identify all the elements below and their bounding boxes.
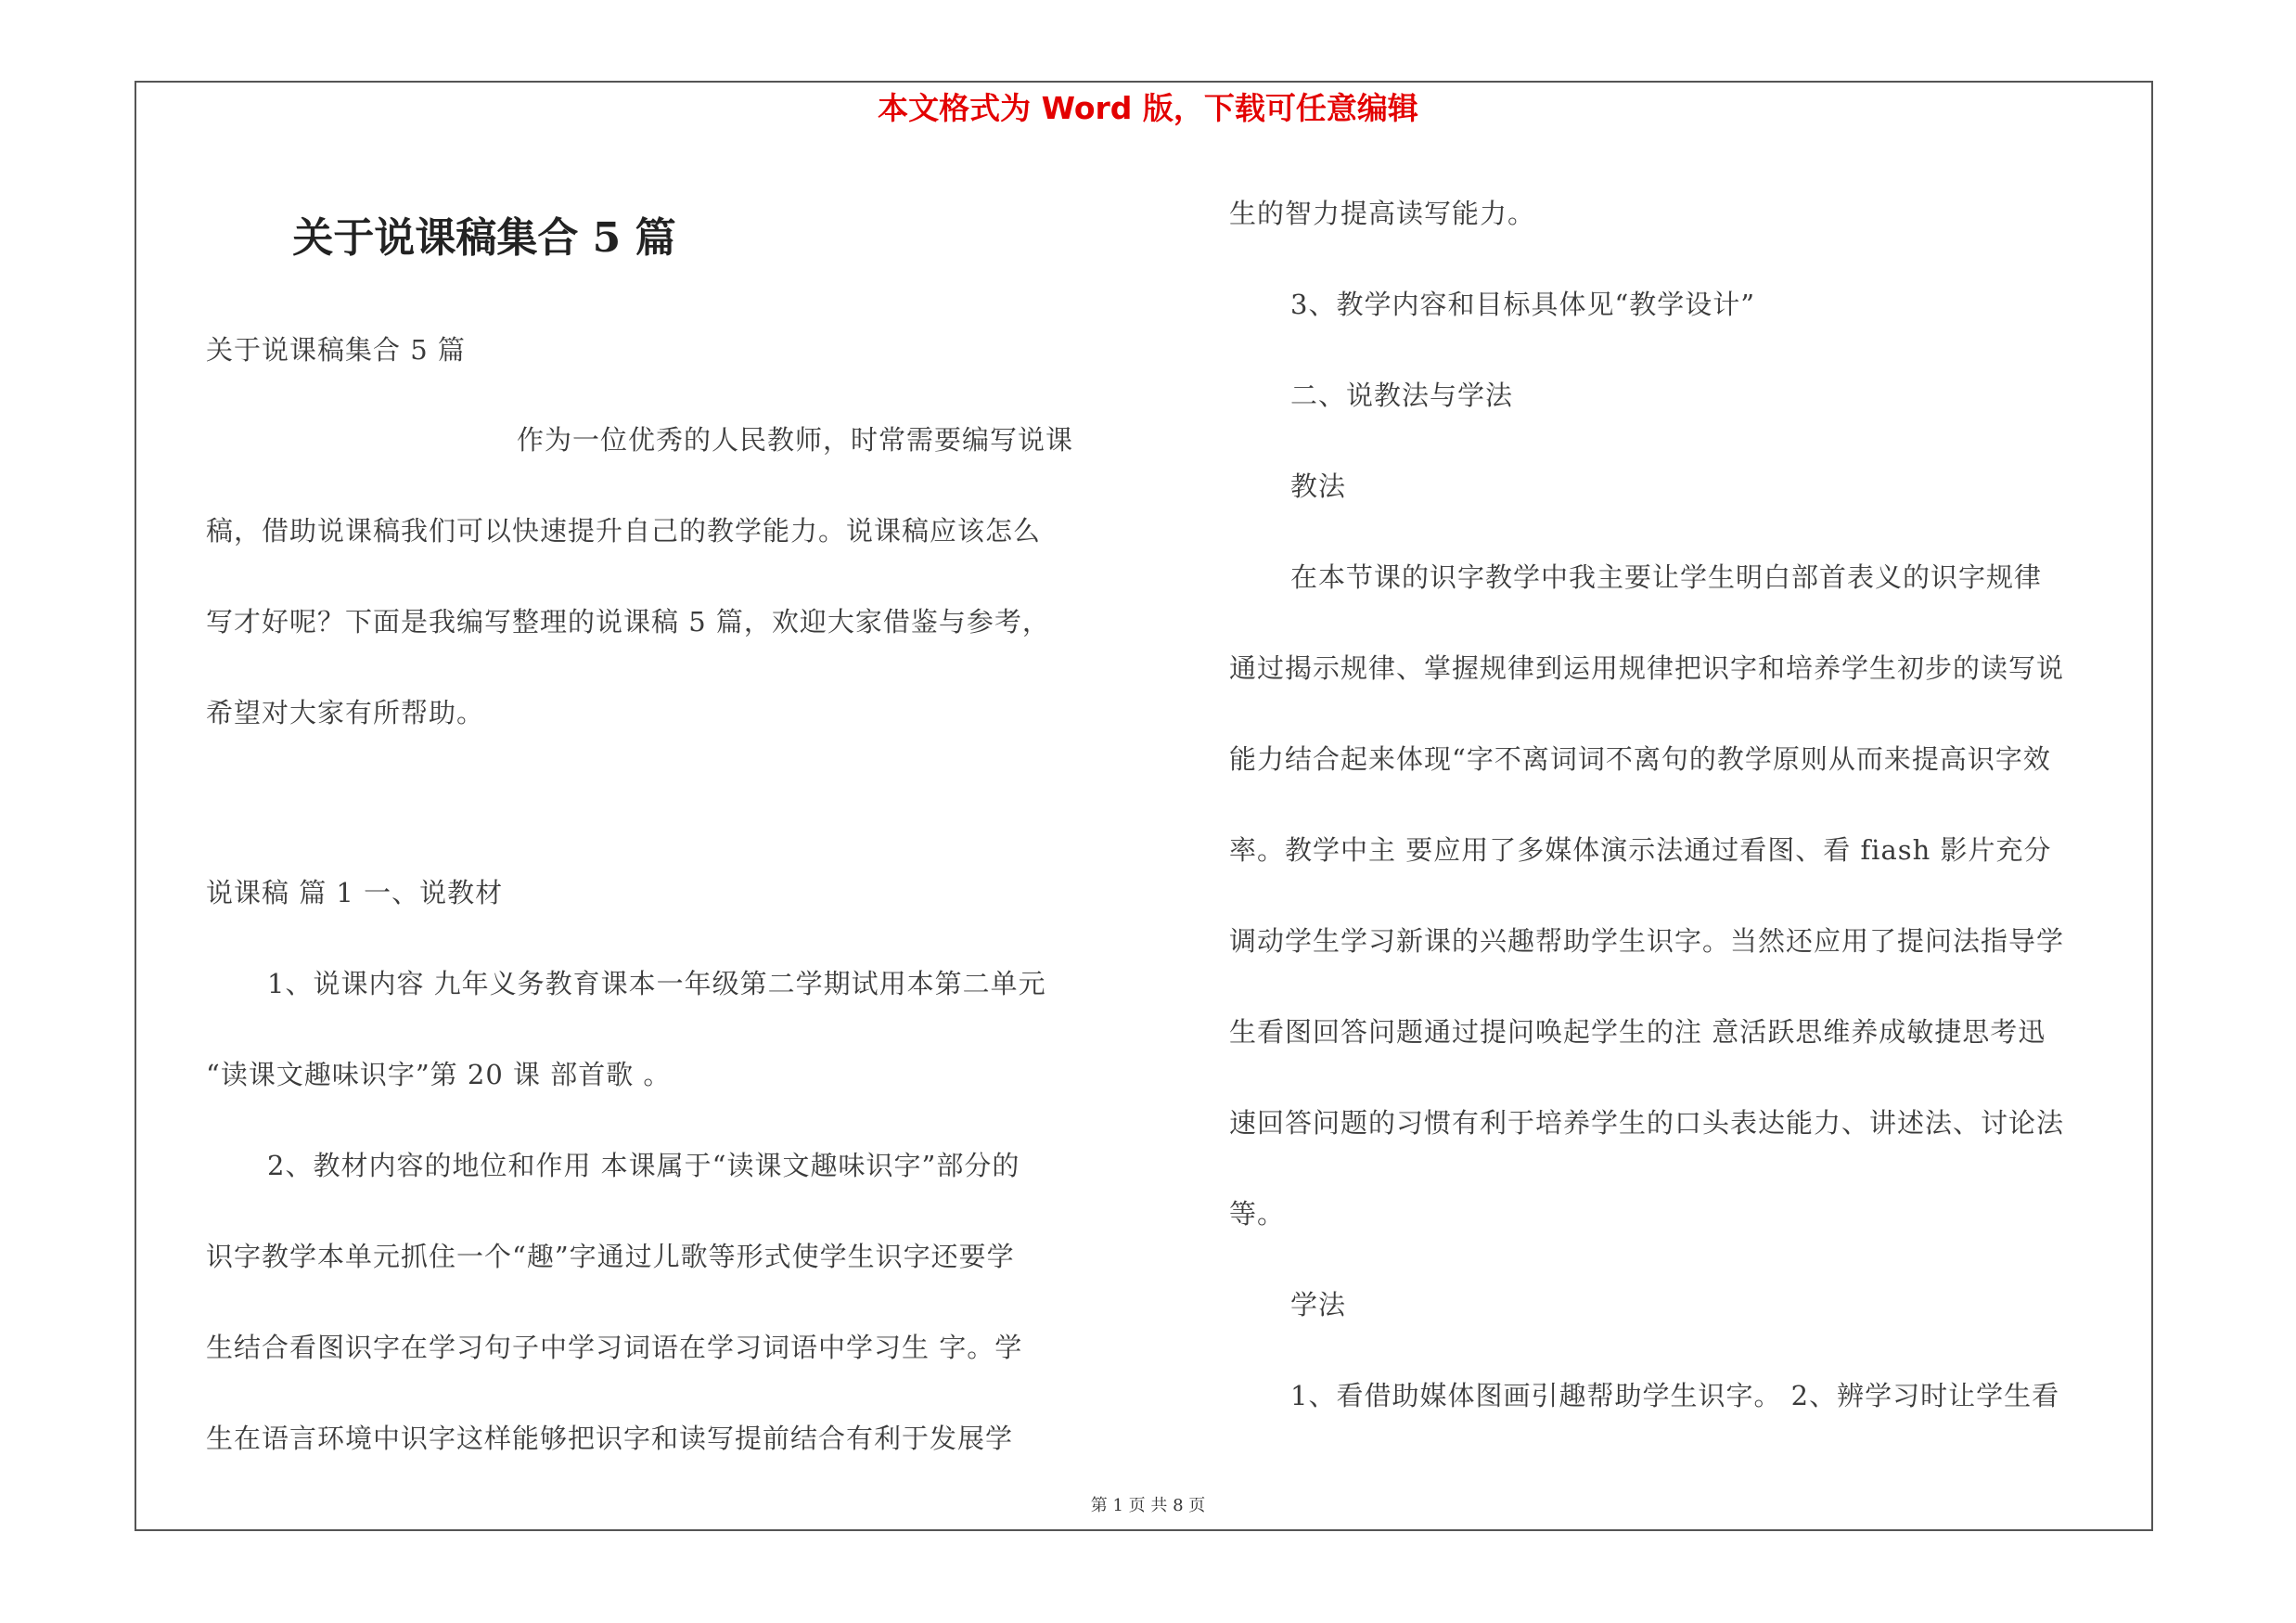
paragraph-line: 调动学生学习新课的兴趣帮助学生识字。当然还应用了提问法指导学 (1229, 925, 2065, 957)
page-number: 第 1 页 共 8 页 (1090, 1496, 1206, 1515)
document-title: 关于说课稿集合 5 篇 (292, 214, 676, 262)
paragraph-line: 1、说课内容 九年义务教育课本一年级第二学期试用本第二单元 (267, 968, 1046, 999)
paragraph-line: 等。 (1229, 1198, 1286, 1230)
section-heading: 二、说教法与学法 (1290, 380, 1514, 411)
paragraph-line: 在本节课的识字教学中我主要让学生明白部首表义的识字规律 (1290, 561, 2043, 593)
paragraph-line: 写才好呢？下面是我编写整理的说课稿 5 篇，欢迎大家借鉴与参考， (206, 606, 1050, 638)
subsection-heading: 教法 (1290, 470, 1347, 502)
paragraph-line: 率。教学中主 要应用了多媒体演示法通过看图、看 fiash 影片充分 (1229, 834, 2052, 866)
paragraph-line: 1、看借助媒体图画引趣帮助学生识字。 2、辨学习时让学生看 (1290, 1380, 2060, 1411)
paragraph-line: 速回答问题的习惯有利于培养学生的口头表达能力、讲述法、讨论法 (1229, 1107, 2065, 1139)
paragraph-line: 关于说课稿集合 5 篇 (206, 334, 466, 366)
paragraph-line: 作为一位优秀的人民教师，时常需要编写说课 (517, 424, 1074, 456)
page-border (135, 81, 2153, 1531)
section-heading: 说课稿 篇 1 一、说教材 (206, 877, 504, 908)
paragraph-line: 2、教材内容的地位和作用 本课属于“读课文趣味识字”部分的 (267, 1150, 1020, 1181)
subsection-heading: 学法 (1290, 1289, 1347, 1320)
paragraph-line: 识字教学本单元抓住一个“趣”字通过儿歌等形式使学生识字还要学 (206, 1241, 1015, 1272)
paragraph-line: “读课文趣味识字”第 20 课 部首歌 。 (206, 1059, 672, 1090)
format-banner: 本文格式为 Word 版，下载可任意编辑 (878, 90, 1418, 126)
paragraph-line: 生的智力提高读写能力。 (1229, 198, 1536, 229)
paragraph-line: 生在语言环境中识字这样能够把识字和读写提前结合有利于发展学 (206, 1423, 1014, 1454)
paragraph-line: 稿，借助说课稿我们可以快速提升自己的教学能力。说课稿应该怎么 (206, 515, 1042, 547)
paragraph-line: 通过揭示规律、掌握规律到运用规律把识字和培养学生初步的读写说 (1229, 652, 2065, 684)
paragraph-line: 能力结合起来体现“字不离词词不离句的教学原则从而来提高识字效 (1229, 743, 2051, 775)
paragraph-line: 3、教学内容和目标具体见“教学设计” (1290, 289, 1756, 320)
paragraph-line: 希望对大家有所帮助。 (206, 697, 485, 728)
paragraph-line: 生看图回答问题通过提问唤起学生的注 意活跃思维养成敏捷思考迅 (1229, 1016, 2046, 1048)
paragraph-line: 生结合看图识字在学习句子中学习词语在学习词语中学习生 字。学 (206, 1332, 1023, 1363)
